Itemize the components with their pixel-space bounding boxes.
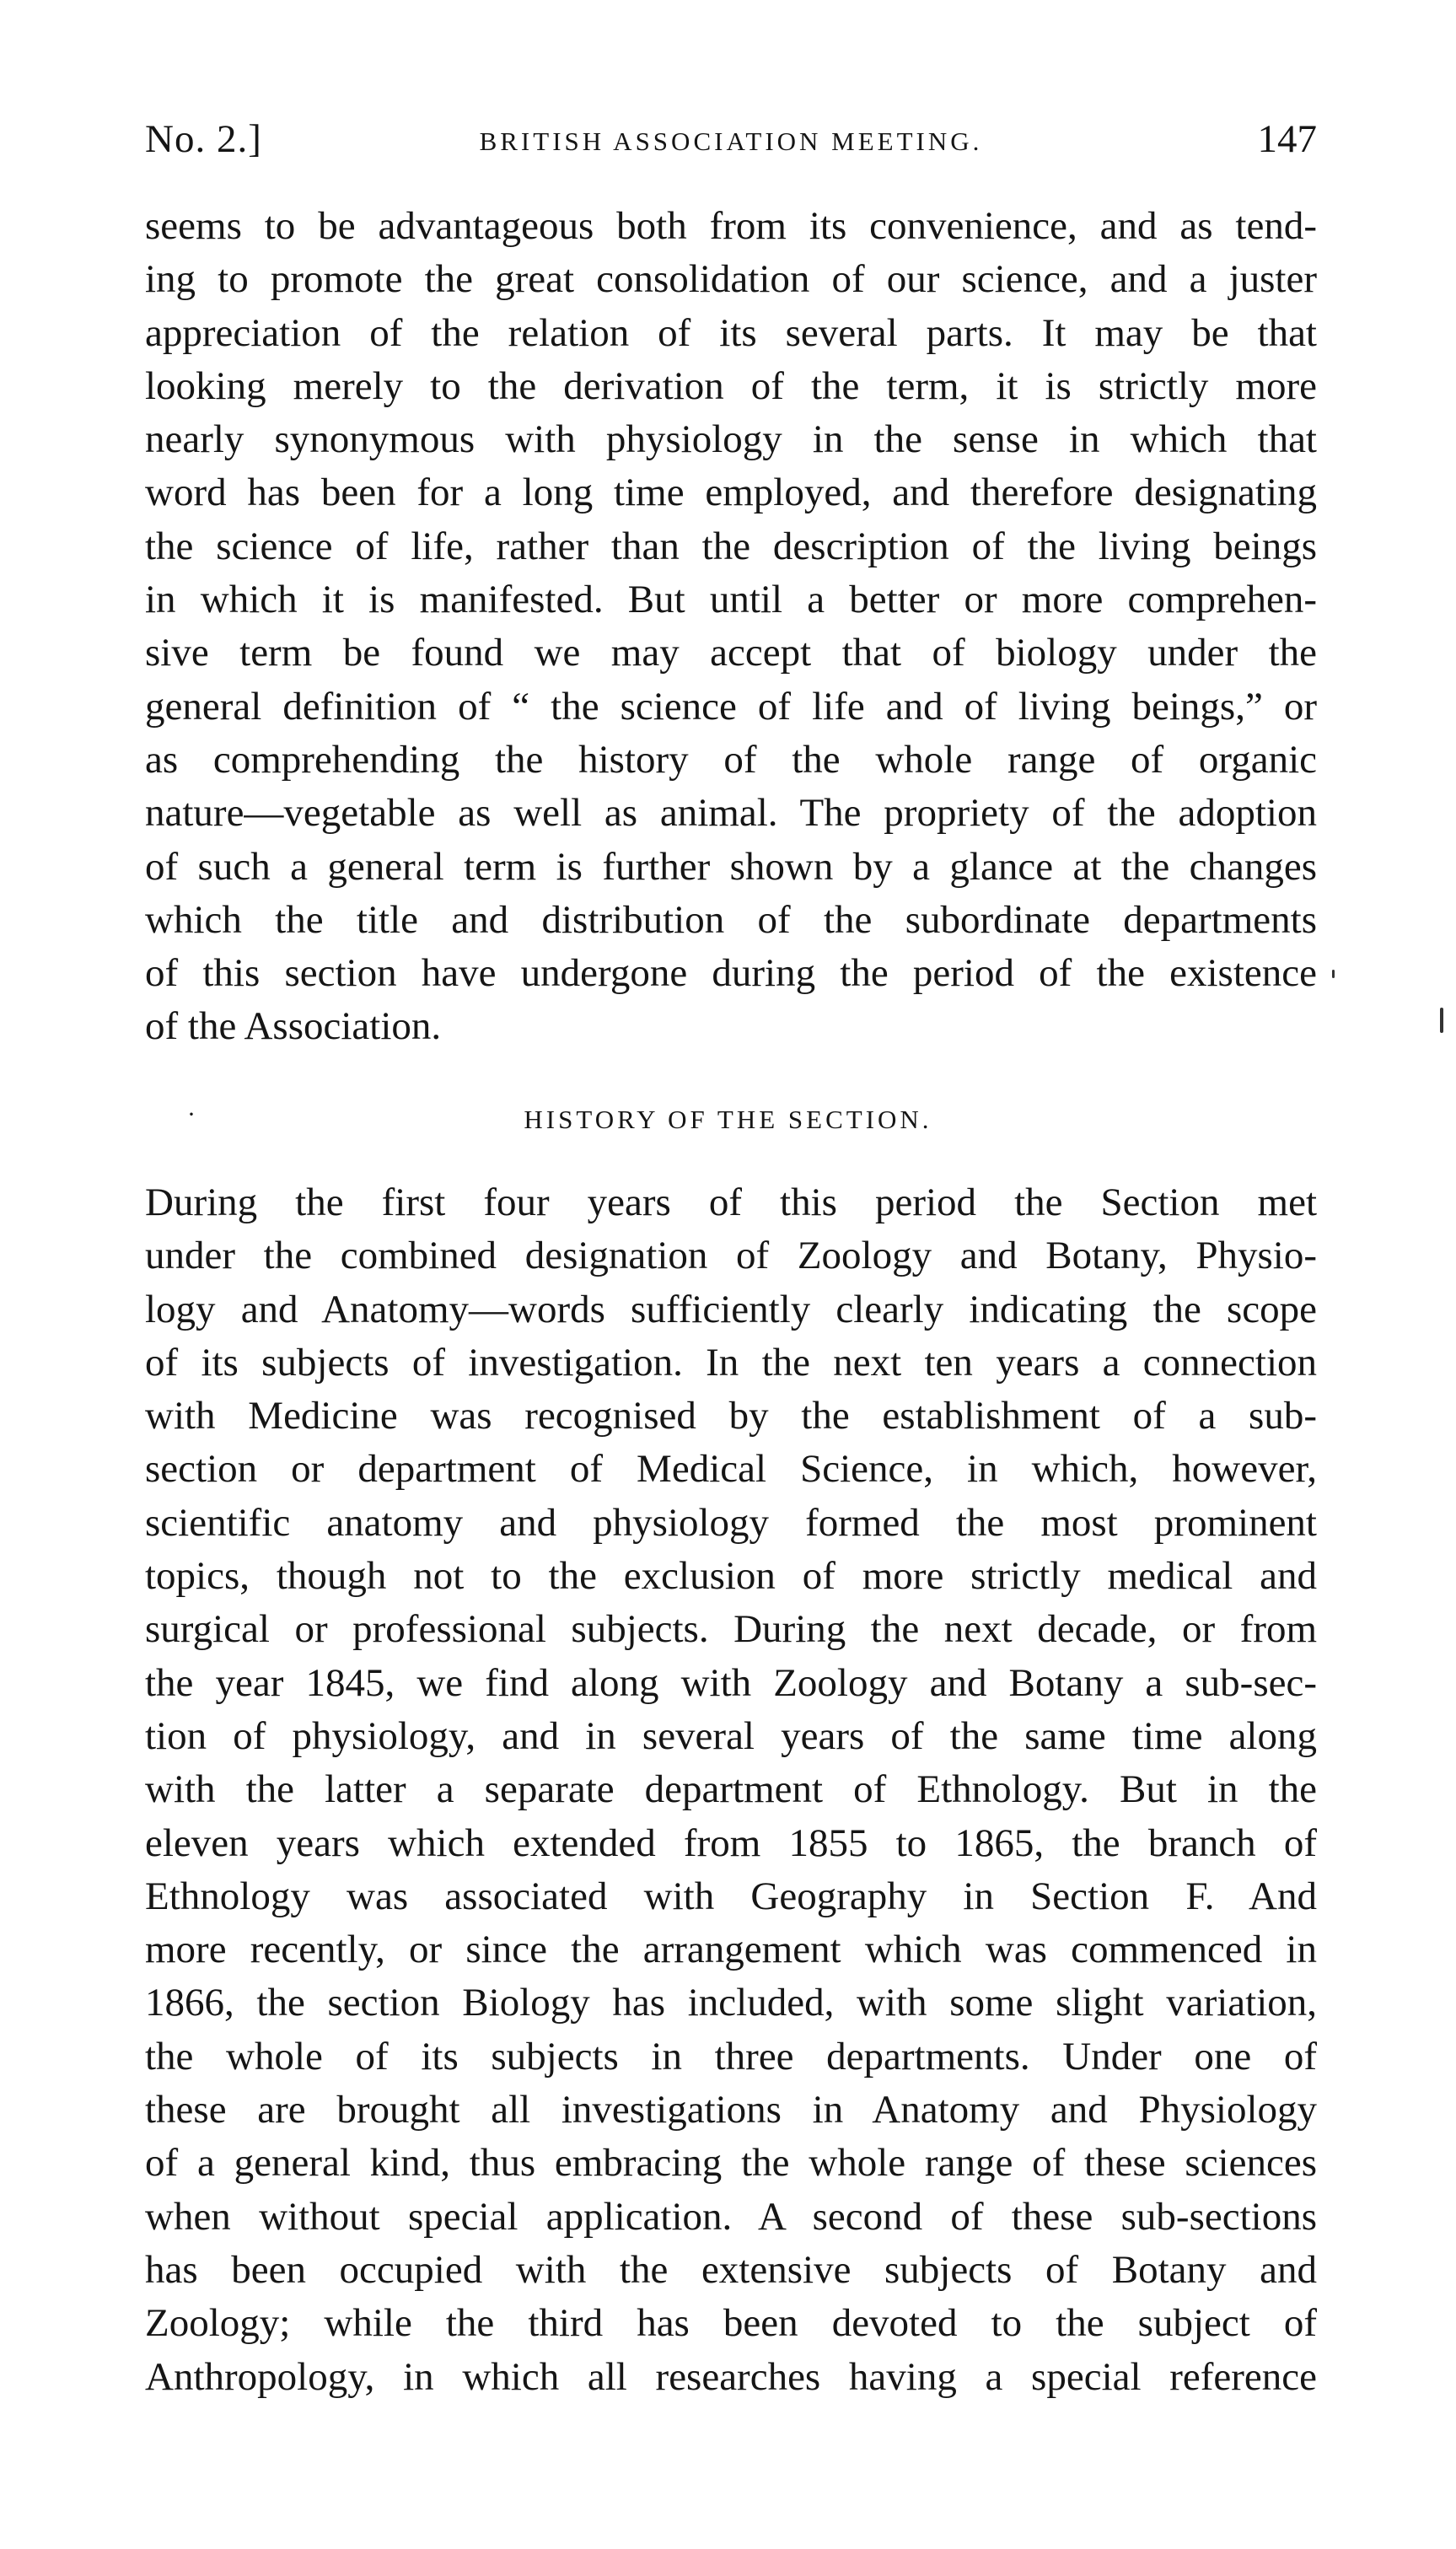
text-line: the whole of its subjects in three departments. Under one of — [145, 2034, 1317, 2078]
text-line: looking merely to the derivation of the term, it is strictly more — [145, 363, 1317, 408]
text-line: under the combined designation of Zoology and Botany, Physio- — [145, 1234, 1317, 1278]
paragraph-section-history — [145, 1176, 1317, 2404]
text-line: word has been for a long time employed, and therefore designating — [145, 471, 1317, 515]
text-line: Ethnology was associated with Geography in Section F. And — [145, 1874, 1317, 1918]
text-line: eleven years which extended from 1855 to 1865, the branch of — [145, 1820, 1317, 1865]
text-line: 1866, the section Biology has included, with some slight variation, — [145, 1981, 1317, 2025]
text-line: the year 1845, we find along with Zoology and Botany a sub-sec- — [145, 1660, 1317, 1705]
text-line: logy and Anatomy—words sufficiently clearly indicating the scope — [145, 1287, 1317, 1331]
text-line: scientific anatomy and physiology formed the most prominent — [145, 1500, 1317, 1545]
text-line: in which it is manifested. But until a better or more comprehen- — [145, 578, 1317, 622]
text-line: tion of physiology, and in several years of the same time along — [145, 1713, 1317, 1758]
text-line: when without special application. A second of these sub-sections — [145, 2194, 1317, 2239]
text-line: of this section have undergone during the period of the existence — [145, 951, 1317, 996]
issue-number: No. 2.] — [145, 117, 262, 161]
running-title: BRITISH ASSOCIATION MEETING. — [479, 126, 983, 156]
text-line: sive term be found we may accept that of biology under the — [145, 631, 1317, 675]
running-head — [145, 116, 1317, 175]
text-line: with the latter a separate department of Ethnology. But in the — [145, 1767, 1317, 1812]
text-line: seems to be advantageous both from its convenience, and as tend- — [145, 204, 1317, 248]
text-line: general definition of “ the science of life and of living beings,” or — [145, 684, 1317, 729]
text-line: surgical or professional subjects. During the next decade, or from — [145, 1607, 1317, 1652]
text-line: more recently, or since the arrangement which was commenced in — [145, 1928, 1317, 1972]
text-line: the science of life, rather than the description of the living beings — [145, 524, 1317, 568]
text-line: which the title and distribution of the subordinate departments — [145, 897, 1317, 942]
text-line: topics, though not to the exclusion of more strictly medical and — [145, 1554, 1317, 1599]
text-line: Zoology; while the third has been devoted to the subject of — [145, 2301, 1317, 2346]
text-line: appreciation of the relation of its several parts. It may be that — [145, 310, 1317, 355]
text-line: these are brought all investigations in Anatomy and Physiology — [145, 2088, 1317, 2132]
text-line: of its subjects of investigation. In the next ten years a connection — [145, 1340, 1317, 1385]
text-line: of a general kind, thus embracing the whole range of these sciences — [145, 2141, 1317, 2186]
text-line: of the Association. — [145, 1004, 442, 1049]
scan-edge-mark — [1440, 1008, 1443, 1033]
text-line: Anthropology, in which all researches having a special reference — [145, 2354, 1317, 2399]
text-line: of such a general term is further shown by a glance at the changes — [145, 844, 1317, 889]
text-line: section or department of Medical Science, in which, however, — [145, 1447, 1317, 1492]
paragraph-biology-term — [145, 200, 1317, 1054]
stray-mark: · — [187, 1100, 196, 1128]
section-heading: HISTORY OF THE SECTION. — [524, 1105, 932, 1134]
text-line: ing to promote the great consolidation of our science, and a juster — [145, 257, 1317, 302]
text-line: nature—vegetable as well as animal. The propriety of the adoption — [145, 791, 1317, 836]
page-number: 147 — [1257, 117, 1317, 161]
text-line: During the first four years of this period the Section met — [145, 1180, 1317, 1224]
text-line: nearly synonymous with physiology in the sense in which that — [145, 417, 1317, 462]
scan-speck — [1332, 970, 1335, 978]
text-line: has been occupied with the extensive subjects of Botany and — [145, 2247, 1317, 2292]
text-line: as comprehending the history of the whole range of organic — [145, 737, 1317, 782]
text-line: with Medicine was recognised by the establishment of a sub- — [145, 1394, 1317, 1439]
